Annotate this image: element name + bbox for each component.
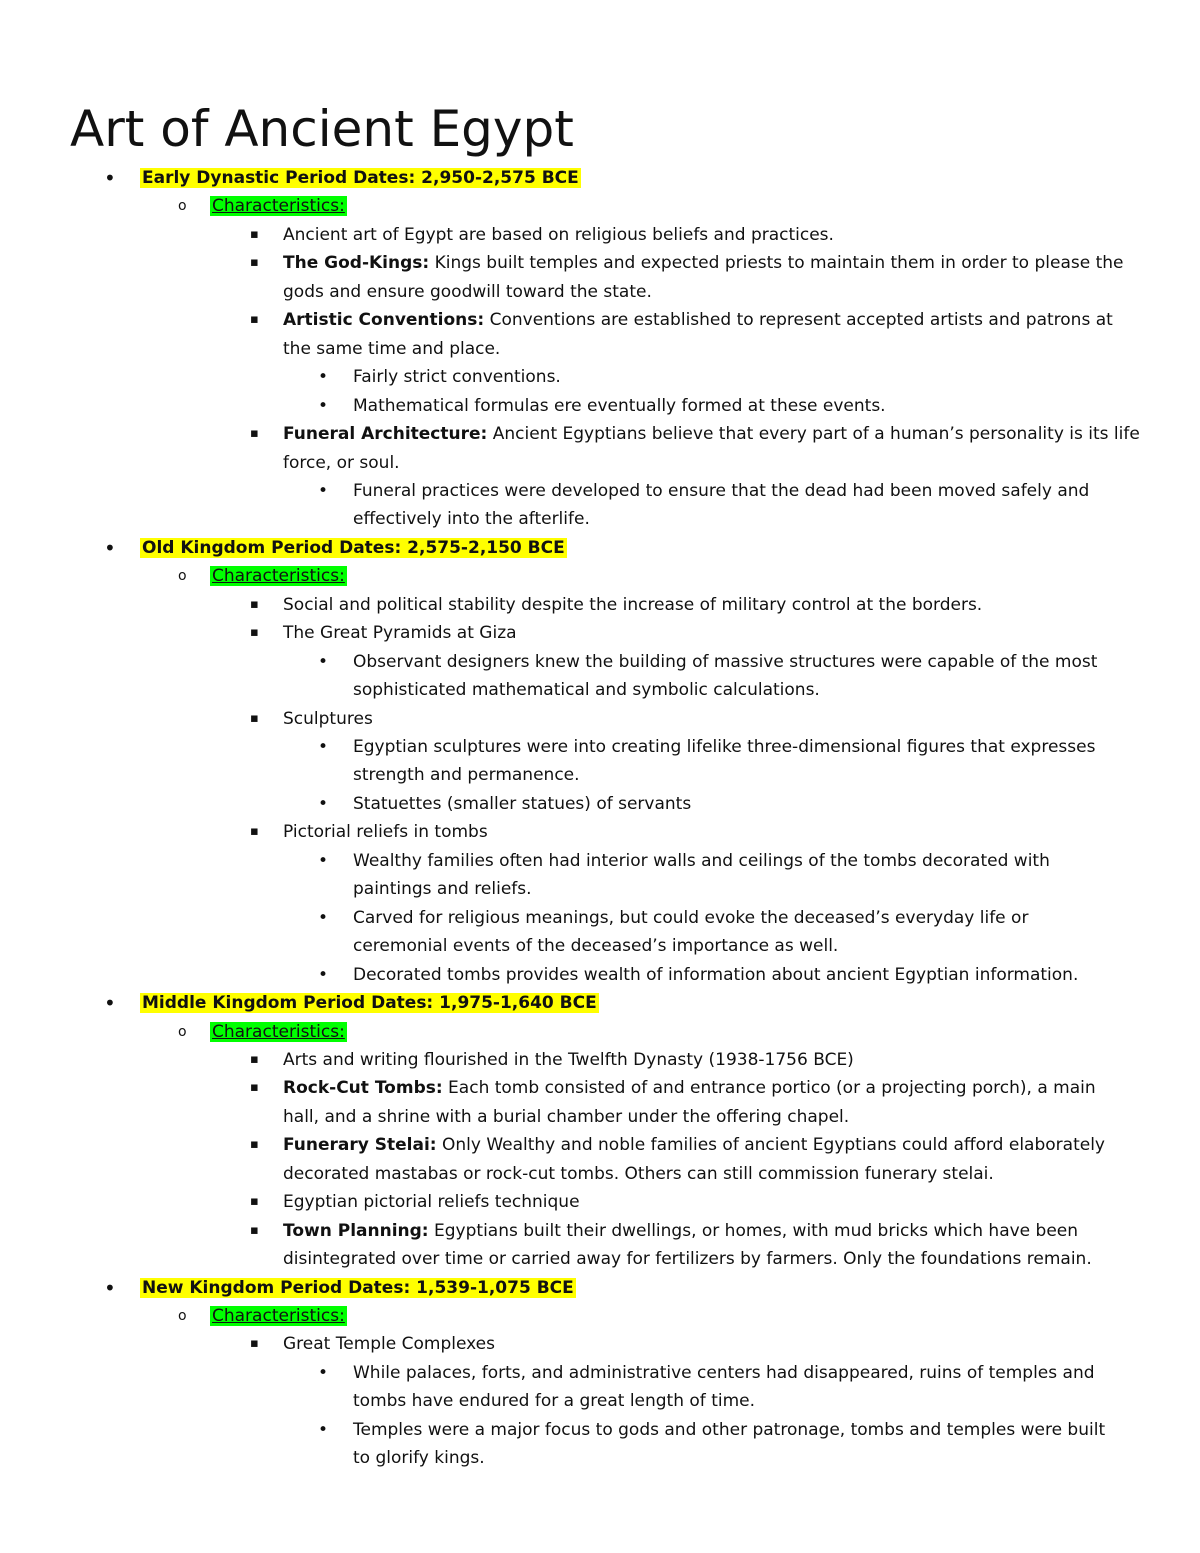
period-heading [140, 989, 599, 1017]
bullet-dot-icon: • [318, 396, 329, 416]
list-item [353, 961, 1078, 989]
bullet-square-icon: ▪ [250, 255, 259, 270]
bullet-circle-icon: o [178, 1308, 187, 1324]
item-text: Observant designers knew the building of massive structures were capable of the most [353, 652, 1098, 672]
bullet-circle-icon: o [178, 198, 187, 214]
list-item [353, 363, 561, 391]
list-item [353, 904, 1028, 932]
bullet-square-icon: ▪ [250, 426, 259, 441]
period-heading [140, 534, 567, 562]
term-label: Rock-Cut Tombs: [283, 1078, 443, 1098]
item-text: disintegrated over time or carried away for fertilizers by farmers. Only the foundations remain. [283, 1249, 1092, 1269]
item-text: Each tomb consisted of and entrance portico (or a projecting porch), a main [442, 1078, 1096, 1098]
list-item [353, 392, 886, 420]
item-text: force, or soul. [283, 453, 400, 473]
item-text: Temples were a major focus to gods and other patronage, tombs and temples were built [353, 1420, 1106, 1440]
characteristics-label: Characteristics: [212, 196, 345, 216]
term-label: Artistic Conventions: [283, 310, 485, 330]
list-item [283, 1160, 994, 1188]
item-text: Ancient art of Egypt are based on religious beliefs and practices. [283, 225, 834, 245]
bullet-square-icon: ▪ [250, 1137, 259, 1152]
bullet-dot-icon: • [104, 166, 116, 190]
item-text: Sculptures [283, 709, 373, 729]
list-item [353, 875, 532, 903]
bullet-dot-icon: • [318, 965, 329, 985]
item-text: sophisticated mathematical and symbolic calculations. [353, 680, 820, 700]
item-text: Great Temple Complexes [283, 1334, 495, 1354]
list-item [283, 619, 517, 647]
term-label: The God-Kings: [283, 253, 430, 273]
period-heading [140, 1274, 576, 1302]
bullet-dot-icon: • [318, 1363, 329, 1383]
term-label: Funerary Stelai: [283, 1135, 437, 1155]
list-item [353, 847, 1050, 875]
list-item [283, 278, 652, 306]
list-item [283, 449, 400, 477]
list-item [283, 221, 834, 249]
list-item [283, 1330, 495, 1358]
list-item [353, 1444, 485, 1472]
list-item [353, 676, 820, 704]
period-heading-text: New Kingdom Period Dates: 1,539-1,075 BCE [142, 1278, 574, 1298]
characteristics-heading [210, 1018, 347, 1046]
item-text: to glorify kings. [353, 1448, 485, 1468]
characteristics-label: Characteristics: [212, 1306, 345, 1326]
list-item [283, 1217, 1078, 1245]
list-item [353, 648, 1097, 676]
item-text: The Great Pyramids at Giza [283, 623, 517, 643]
item-text: Only Wealthy and noble families of ancient Egyptians could afford elaborately [436, 1135, 1105, 1155]
bullet-dot-icon: • [104, 1276, 116, 1300]
list-item [283, 420, 1140, 448]
list-item [353, 505, 590, 533]
item-text: Decorated tombs provides wealth of information about ancient Egyptian information. [353, 965, 1079, 985]
bullet-circle-icon: o [178, 1024, 187, 1040]
list-item [283, 1188, 580, 1216]
document-title: Art of Ancient Egypt [70, 100, 574, 158]
period-heading-text: Old Kingdom Period Dates: 2,575-2,150 BCE [142, 538, 565, 558]
term-label: Town Planning: [283, 1221, 429, 1241]
bullet-dot-icon: • [104, 536, 116, 560]
bullet-square-icon: ▪ [250, 1336, 259, 1351]
item-text: gods and ensure goodwill toward the state. [283, 282, 652, 302]
item-text: While palaces, forts, and administrative centers had disappeared, ruins of temples and [353, 1363, 1095, 1383]
item-text: Ancient Egyptians believe that every part of a human’s personality is its life [487, 424, 1140, 444]
list-item [353, 477, 1089, 505]
item-text: hall, and a shrine with a burial chamber under the offering chapel. [283, 1107, 850, 1127]
list-item [283, 1131, 1105, 1159]
period-heading-text: Middle Kingdom Period Dates: 1,975-1,640 BCE [142, 993, 597, 1013]
list-item [283, 335, 500, 363]
bullet-square-icon: ▪ [250, 1052, 259, 1067]
period-heading-text: Early Dynastic Period Dates: 2,950-2,575 BCE [142, 168, 579, 188]
list-item [353, 1387, 755, 1415]
item-text: Egyptians built their dwellings, or homes, with mud bricks which have been [428, 1221, 1079, 1241]
bullet-circle-icon: o [178, 568, 187, 584]
list-item [283, 591, 982, 619]
bullet-square-icon: ▪ [250, 711, 259, 726]
bullet-dot-icon: • [318, 794, 329, 814]
item-text: effectively into the afterlife. [353, 509, 590, 529]
bullet-square-icon: ▪ [250, 625, 259, 640]
list-item [283, 306, 1113, 334]
item-text: strength and permanence. [353, 765, 580, 785]
bullet-square-icon: ▪ [250, 1080, 259, 1095]
item-text: decorated mastabas or rock-cut tombs. Others can still commission funerary stelai. [283, 1164, 994, 1184]
list-item [283, 1103, 849, 1131]
item-text: Kings built temples and expected priests to maintain them in order to please the [429, 253, 1124, 273]
list-item [353, 733, 1095, 761]
bullet-dot-icon: • [318, 367, 329, 387]
list-item [283, 249, 1123, 277]
bullet-dot-icon: • [318, 481, 329, 501]
bullet-dot-icon: • [318, 851, 329, 871]
list-item [283, 1074, 1096, 1102]
characteristics-heading [210, 1302, 347, 1330]
item-text: ceremonial events of the deceased’s importance as well. [353, 936, 839, 956]
list-item [283, 818, 488, 846]
characteristics-label: Characteristics: [212, 566, 345, 586]
bullet-dot-icon: • [318, 1420, 329, 1440]
list-item [353, 932, 838, 960]
item-text: tombs have endured for a great length of time. [353, 1391, 756, 1411]
item-text: Statuettes (smaller statues) of servants [353, 794, 692, 814]
item-text: Arts and writing flourished in the Twelfth Dynasty (1938-1756 BCE) [283, 1050, 854, 1070]
characteristics-heading [210, 562, 347, 590]
item-text: the same time and place. [283, 339, 501, 359]
characteristics-heading [210, 192, 347, 220]
list-item [353, 1359, 1095, 1387]
item-text: Mathematical formulas ere eventually formed at these events. [353, 396, 886, 416]
bullet-square-icon: ▪ [250, 1194, 259, 1209]
bullet-dot-icon: • [318, 652, 329, 672]
characteristics-label: Characteristics: [212, 1022, 345, 1042]
bullet-dot-icon: • [104, 991, 116, 1015]
item-text: paintings and reliefs. [353, 879, 532, 899]
bullet-square-icon: ▪ [250, 824, 259, 839]
period-heading [140, 164, 581, 192]
list-item [283, 1245, 1092, 1273]
item-text: Conventions are established to represent accepted artists and patrons at [484, 310, 1113, 330]
bullet-square-icon: ▪ [250, 227, 259, 242]
term-label: Funeral Architecture: [283, 424, 488, 444]
bullet-dot-icon: • [318, 737, 329, 757]
bullet-dot-icon: • [318, 908, 329, 928]
list-item [283, 1046, 854, 1074]
item-text: Fairly strict conventions. [353, 367, 561, 387]
item-text: Wealthy families often had interior walls and ceilings of the tombs decorated with [353, 851, 1050, 871]
bullet-square-icon: ▪ [250, 597, 259, 612]
item-text: Social and political stability despite the increase of military control at the borders. [283, 595, 983, 615]
bullet-square-icon: ▪ [250, 312, 259, 327]
item-text: Carved for religious meanings, but could evoke the deceased’s everyday life or [353, 908, 1029, 928]
list-item [353, 1416, 1105, 1444]
item-text: Egyptian sculptures were into creating lifelike three-dimensional figures that expresses [353, 737, 1096, 757]
item-text: Egyptian pictorial reliefs technique [283, 1192, 580, 1212]
list-item [353, 790, 691, 818]
item-text: Pictorial reliefs in tombs [283, 822, 488, 842]
list-item [353, 761, 580, 789]
list-item [283, 705, 373, 733]
item-text: Funeral practices were developed to ensure that the dead had been moved safely and [353, 481, 1090, 501]
bullet-square-icon: ▪ [250, 1223, 259, 1238]
